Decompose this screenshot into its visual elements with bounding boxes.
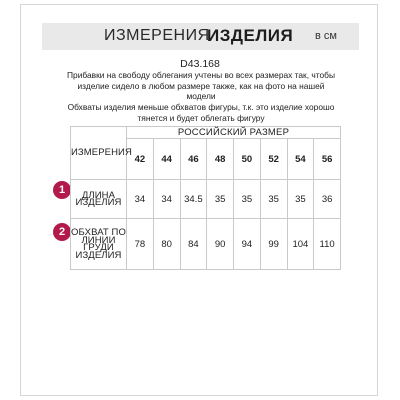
product-code: D43.168 <box>180 58 220 70</box>
size-header: 56 <box>314 139 341 180</box>
table-row <box>71 219 341 270</box>
table-cell: 34 <box>127 180 154 219</box>
table-cell: 34.5 <box>180 180 207 219</box>
size-header: 44 <box>153 139 180 180</box>
title-product: ИЗДЕЛИЯ <box>207 26 294 45</box>
table-cell: 36 <box>314 180 341 219</box>
table-cell: 35 <box>207 180 234 219</box>
stretch-note: Обхваты изделия меньше обхватов фигуры, т.к. это изделие хорошо тянется и будет облегать фигуру <box>67 102 335 123</box>
row-number-badge: 1 <box>53 181 71 199</box>
title-units: в см <box>315 30 337 42</box>
row-label-chest: ОБХВАТ ПО ЛИНИИ ГРУДИ ИЗДЕЛИЯ <box>71 219 127 270</box>
table-cell: 80 <box>153 219 180 270</box>
measurements-header: ИЗМЕРЕНИЯ <box>71 127 127 180</box>
table-cell: 104 <box>287 219 314 270</box>
table-cell: 110 <box>314 219 341 270</box>
table-cell: 99 <box>260 219 287 270</box>
size-header: 54 <box>287 139 314 180</box>
size-header: 46 <box>180 139 207 180</box>
table-cell: 94 <box>234 219 261 270</box>
size-header: 48 <box>207 139 234 180</box>
fit-note: Прибавки на свободу облегания учтены во всех размерах так, чтобы изделие сидело в любом размере также, как на фото на нашей модели <box>67 70 335 101</box>
size-header: 52 <box>260 139 287 180</box>
title-measurements: ИЗМЕРЕНИЯ <box>104 27 210 44</box>
size-table <box>70 126 341 270</box>
title-bar <box>42 23 359 50</box>
table-cell: 78 <box>127 219 154 270</box>
table-cell: 84 <box>180 219 207 270</box>
table-cell: 35 <box>260 180 287 219</box>
row-label-length: ДЛИНА ИЗДЕЛИЯ <box>71 180 127 219</box>
size-header: 50 <box>234 139 261 180</box>
russian-size-header: РОССИЙСКИЙ РАЗМЕР <box>127 127 341 139</box>
table-cell: 90 <box>207 219 234 270</box>
row-number-badge: 2 <box>53 223 71 241</box>
table-row <box>71 180 341 219</box>
table-cell: 35 <box>234 180 261 219</box>
size-header: 42 <box>127 139 154 180</box>
table-cell: 34 <box>153 180 180 219</box>
table-cell: 35 <box>287 180 314 219</box>
